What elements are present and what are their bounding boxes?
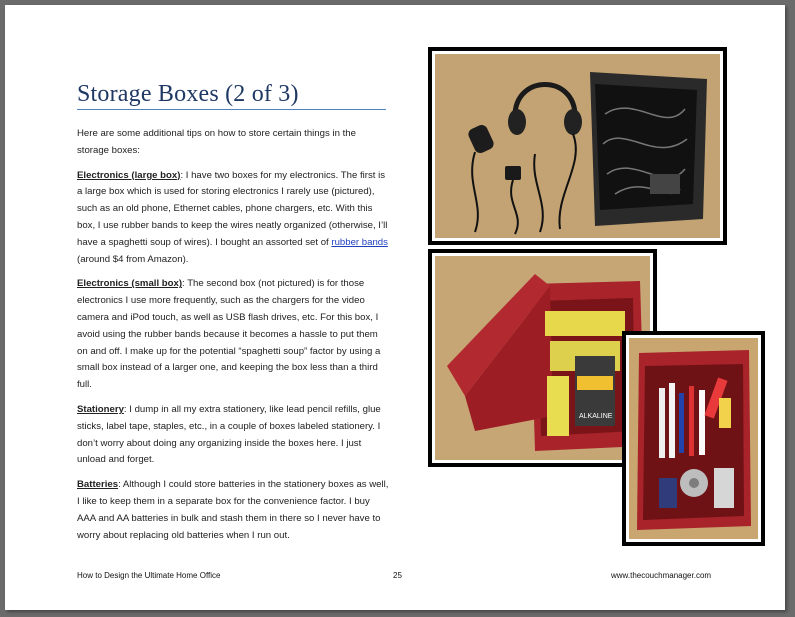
paragraph-batteries (77, 477, 389, 544)
batteries-photo-image (435, 256, 650, 460)
heading-electronics-small: Electronics (small box) (77, 278, 183, 290)
battery-label-text: ALKALINE (579, 413, 613, 420)
page-title: Storage Boxes (2 of 3) (77, 81, 299, 107)
paragraph-electronics-large (77, 168, 389, 269)
stationery-photo-image (629, 338, 758, 539)
paragraph-electronics-small (77, 276, 389, 394)
heading-electronics-large: Electronics (large box) (77, 169, 181, 181)
heading-stationery: Stationery (77, 403, 124, 415)
text-electronics-small: : The second box (not pictured) is for those electronics I use more frequently, such as the chargers for the video camera and iPod touch, as well as USB flash drives, etc. For this box, I avoid using the rubber bands because it becomes a hassle to put them on and off. I make up for the potential “spaghetti soup” factor by using a small box instead of a larger one, and keeping the box less than a third full. (77, 278, 381, 391)
text-electronics-large-end: (around $4 from Amazon). (77, 253, 189, 265)
text-electronics-large: : I have two boxes for my electronics. The first is a large box which is used for storing electronics I rarely use (pictured), such as an old phone, Ethernet cables, phone chargers, etc. With this box, I use rubber bands to keep the wires neatly organized (otherwise, I’ll have a spaghetti soup of wires). I bought an assorted set of (77, 169, 388, 248)
electronics-photo-image (435, 54, 720, 238)
heading-batteries: Batteries (77, 479, 119, 491)
paragraph-stationery (77, 402, 389, 469)
text-batteries: : Although I could store batteries in the stationery boxes as well, I like to keep them in a separate box for the convenience factor. I buy AAA and AA batteries in bulk and stash them in there so I never have to worry about replacing old batteries when I run out. (77, 479, 389, 541)
text-stationery: : I dump in all my extra stationery, like lead pencil refills, glue sticks, label tape, staples, etc., in a couple of boxes labeled stationery. I don’t worry about doing any organizing inside the boxes here. I just unload and forget. (77, 403, 381, 466)
stationery-box-photo (622, 331, 765, 546)
rubber-bands-link[interactable]: rubber bands (331, 236, 388, 248)
body-text (77, 126, 389, 552)
page-number: 25 (393, 571, 402, 580)
footer-title: How to Design the Ultimate Home Office (77, 571, 221, 580)
electronics-box-photo (428, 47, 727, 245)
title-underline (77, 109, 386, 110)
footer-website: www.thecouchmanager.com (611, 571, 712, 580)
intro-paragraph: Here are some additional tips on how to store certain things in the storage boxes: (77, 128, 356, 156)
document-page (5, 5, 785, 610)
